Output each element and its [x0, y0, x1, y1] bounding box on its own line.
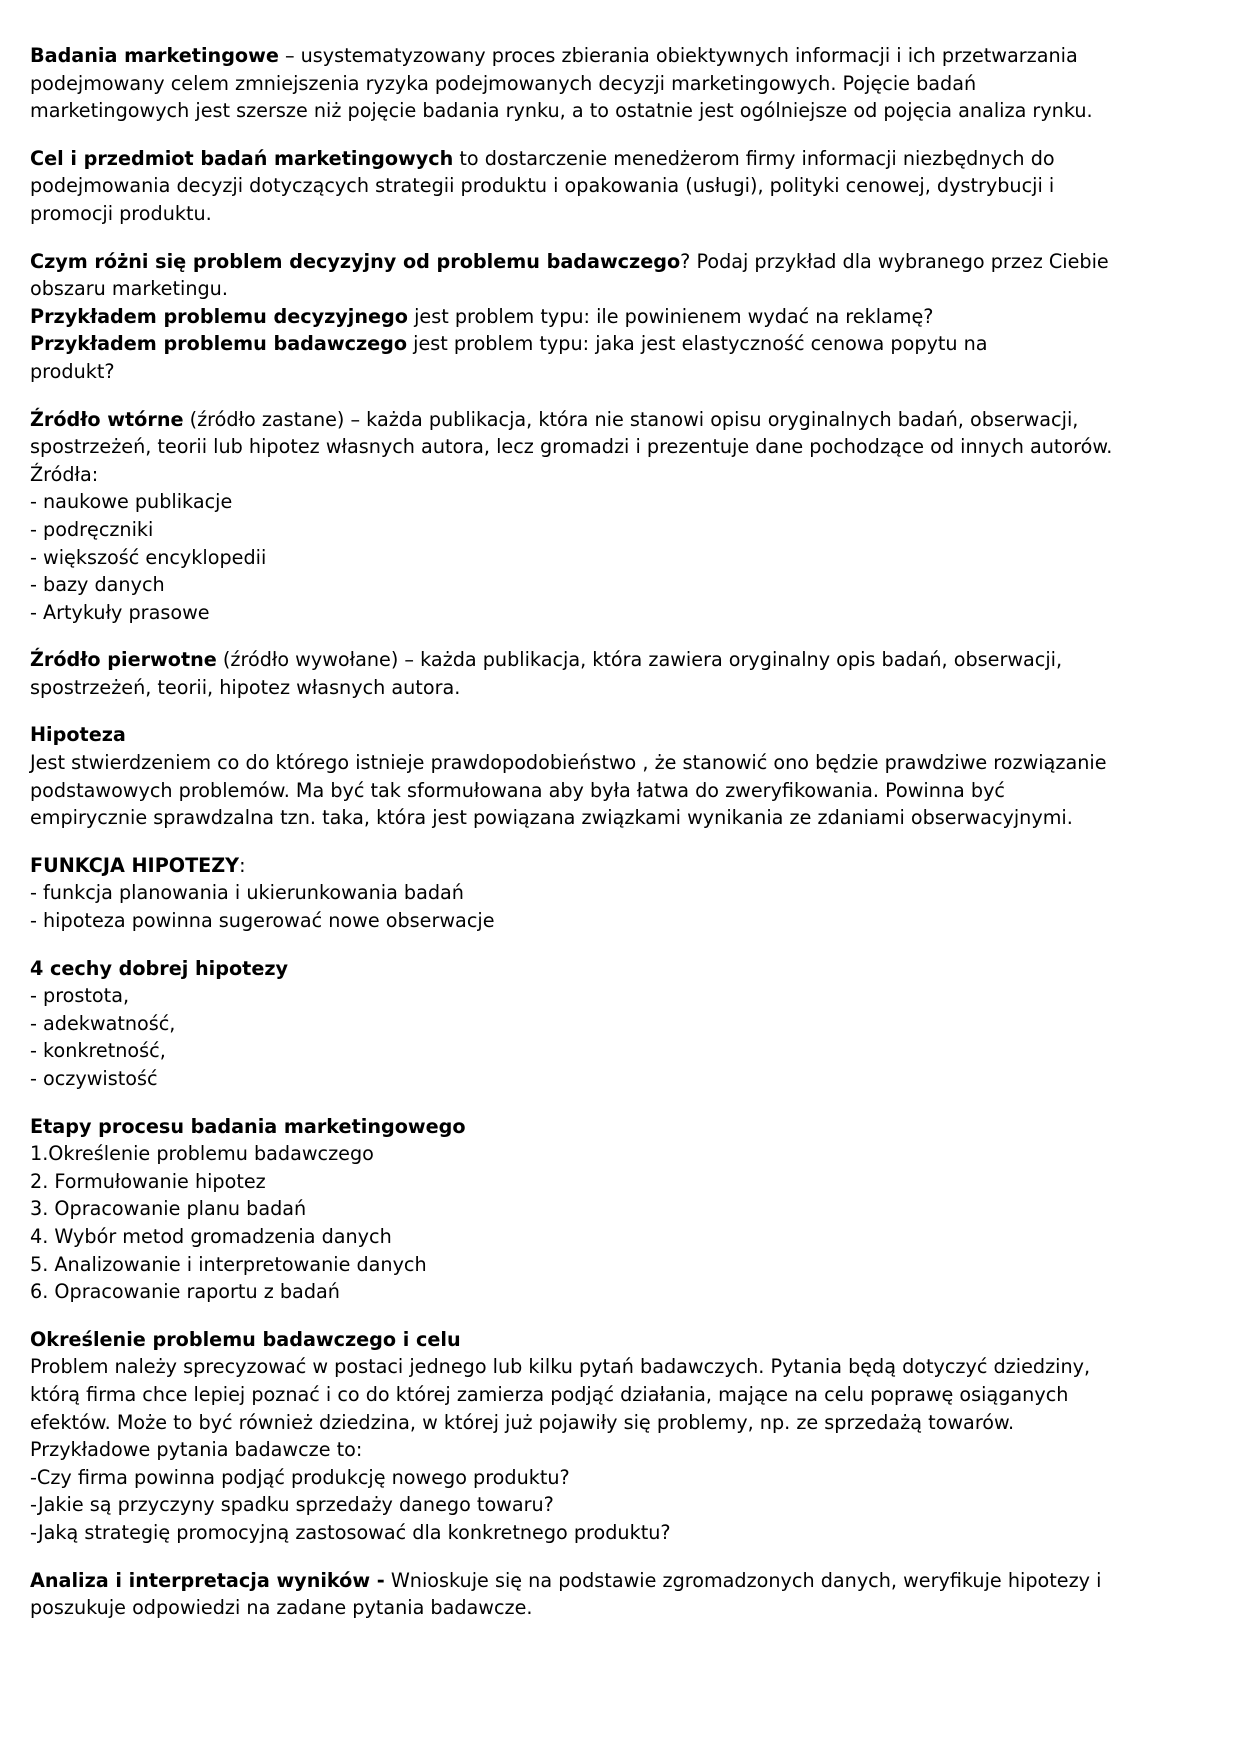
paragraph: [30, 145, 1210, 228]
text-line: [30, 275, 1210, 303]
text-line: [30, 852, 1210, 880]
text-line: [30, 433, 1210, 461]
text-run: Źródła:: [30, 462, 99, 486]
bold-term: Przykładem problemu decyzyjnego: [30, 304, 408, 328]
text-line: [30, 1113, 1210, 1141]
text-run: :: [239, 853, 246, 877]
bold-term: Etapy procesu badania marketingowego: [30, 1114, 466, 1138]
text-run: - funkcja planowania i ukierunkowania badań: [30, 881, 464, 905]
text-run: Jest stwierdzeniem co do którego istnieje prawdopodobieństwo , że stanowić ono będzie prawdziwe rozwiązanie: [30, 751, 1107, 775]
text-line: [30, 907, 1210, 935]
text-line: [30, 1010, 1210, 1038]
text-run: 4. Wybór metod gromadzenia danych: [30, 1224, 392, 1248]
text-run: - konkretność,: [30, 1039, 166, 1063]
text-line: [30, 1037, 1210, 1065]
text-run: - większość encyklopedii: [30, 545, 267, 569]
text-run: 3. Opracowanie planu badań: [30, 1197, 307, 1221]
text-line: [30, 1594, 1210, 1622]
text-run: - oczywistość: [30, 1067, 158, 1090]
text-line: [30, 1223, 1210, 1251]
text-run: promocji produktu.: [30, 201, 212, 225]
paragraph: [30, 1326, 1210, 1547]
bold-term: Przykładem problemu badawczego: [30, 332, 408, 356]
paragraph: [30, 248, 1210, 386]
bold-term: Hipoteza: [30, 723, 126, 747]
text-run: (źródło zastane) – każda publikacja, która nie stanowi opisu oryginalnych badań, obserwacji,: [183, 407, 1079, 431]
text-run: 5. Analizowanie i interpretowanie danych: [30, 1252, 427, 1276]
text-run: - adekwatność,: [30, 1011, 176, 1035]
text-line: [30, 461, 1210, 489]
text-line: [30, 172, 1210, 200]
paragraph: [30, 646, 1210, 701]
text-line: [30, 1278, 1210, 1306]
text-run: (źródło wywołane) – każda publikacja, która zawiera oryginalny opis badań, obserwacji,: [216, 648, 1063, 672]
text-line: [30, 721, 1210, 749]
text-line: [30, 749, 1210, 777]
text-run: poszukuje odpowiedzi na zadane pytania badawcze.: [30, 1596, 533, 1620]
text-run: efektów. Może to być również dziedzina, w której już pojawiły się problemy, np. ze sprzedażą towarów.: [30, 1410, 1015, 1434]
text-run: – usystematyzowany proces zbierania obiektywnych informacji i ich przetwarzania: [278, 44, 1078, 67]
text-run: Problem należy sprecyzować w postaci jednego lub kilku pytań badawczych. Pytania będą dotyczyć dziedziny,: [30, 1355, 1091, 1379]
text-line: [30, 571, 1210, 599]
bold-term: Cel i przedmiot badań marketingowych: [30, 146, 454, 170]
bold-term: Badania marketingowe: [30, 44, 279, 67]
text-line: [30, 982, 1210, 1010]
paragraph: [30, 852, 1210, 935]
bold-term: 4 cechy dobrej hipotezy: [30, 956, 289, 980]
text-run: -Czy firma powinna podjąć produkcję nowego produktu?: [30, 1465, 570, 1489]
text-line: [30, 1140, 1210, 1168]
text-line: [30, 516, 1210, 544]
text-run: podstawowych problemów. Ma być tak sformułowana aby była łatwa do zweryfikowania. Powinna być: [30, 778, 1005, 802]
bold-term: Źródło pierwotne: [30, 648, 217, 672]
text-line: [30, 330, 1210, 358]
text-line: [30, 248, 1210, 276]
text-run: podejmowany celem zmniejszenia ryzyka podejmowanych decyzji marketingowych. Pojęcie badań: [30, 71, 977, 95]
text-line: [30, 97, 1210, 125]
text-run: podejmowania decyzji dotyczących strategii produktu i opakowania (usługi), polityki cenowej, dystrybucji i: [30, 174, 1055, 198]
text-run: - prostota,: [30, 984, 130, 1008]
text-run: -Jakie są przyczyny spadku sprzedaży danego towaru?: [30, 1493, 554, 1517]
text-run: to dostarczenie menedżerom firmy informacji niezbędnych do: [453, 146, 1055, 170]
text-line: [30, 804, 1210, 832]
text-line: [30, 1381, 1210, 1409]
text-line: [30, 1251, 1210, 1279]
text-run: którą firma chce lepiej poznać i co do której zamierza podjąć działania, mające na celu poprawę osiąganych: [30, 1382, 1069, 1406]
paragraph: [30, 406, 1210, 627]
text-line: [30, 1567, 1210, 1595]
text-line: [30, 1326, 1210, 1354]
text-line: [30, 145, 1210, 173]
text-line: [30, 1409, 1210, 1437]
text-line: [30, 358, 1210, 386]
text-line: [30, 1436, 1210, 1464]
bold-term: Czym różni się problem decyzyjny od problemu badawczego: [30, 249, 681, 273]
text-run: - naukowe publikacje: [30, 490, 233, 514]
text-run: jest problem typu: jaka jest elastyczność cenowa popytu na: [407, 332, 988, 356]
text-run: Wnioskuje się na podstawie zgromadzonych danych, weryfikuje hipotezy i: [384, 1568, 1102, 1592]
text-run: empirycznie sprawdzalna tzn. taka, która jest powiązana związkami wynikania ze zdaniami obserwacyjnymi.: [30, 806, 1073, 830]
paragraph: [30, 721, 1210, 831]
text-run: 1.Określenie problemu badawczego: [30, 1142, 374, 1166]
text-run: marketingowych jest szersze niż pojęcie badania rynku, a to ostatnie jest ogólniejsze od pojęcia analiza rynku.: [30, 99, 1093, 123]
paragraph: [30, 42, 1210, 125]
text-line: [30, 1195, 1210, 1223]
text-line: [30, 1464, 1210, 1492]
text-line: [30, 488, 1210, 516]
paragraph: [30, 955, 1210, 1093]
text-line: [30, 42, 1210, 70]
text-run: - hipoteza powinna sugerować nowe obserwacje: [30, 909, 495, 933]
text-line: [30, 303, 1210, 331]
text-run: spostrzeżeń, teorii lub hipotez własnych autora, lecz gromadzi i prezentuje dane pochodzące od innych autorów.: [30, 435, 1113, 459]
text-line: [30, 406, 1210, 434]
text-line: [30, 544, 1210, 572]
text-line: [30, 200, 1210, 228]
text-line: [30, 1519, 1210, 1547]
text-line: [30, 955, 1210, 983]
bold-term: Określenie problemu badawczego i celu: [30, 1327, 461, 1351]
text-run: jest problem typu: ile powinienem wydać na reklamę?: [407, 304, 934, 328]
text-line: [30, 1353, 1210, 1381]
text-run: ? Podaj przykład dla wybranego przez Ciebie: [680, 249, 1109, 273]
text-run: 6. Opracowanie raportu z badań: [30, 1280, 340, 1304]
text-line: [30, 1065, 1210, 1093]
text-run: obszaru marketingu.: [30, 277, 228, 301]
text-run: produkt?: [30, 359, 115, 383]
text-run: 2. Formułowanie hipotez: [30, 1169, 266, 1193]
text-run: - Artykuły prasowe: [30, 600, 210, 624]
text-line: [30, 1491, 1210, 1519]
text-line: [30, 674, 1210, 702]
paragraph: [30, 1567, 1210, 1622]
paragraph: [30, 1113, 1210, 1306]
text-run: Przykładowe pytania badawcze to:: [30, 1438, 363, 1462]
text-line: [30, 777, 1210, 805]
text-line: [30, 599, 1210, 627]
text-line: [30, 879, 1210, 907]
text-run: -Jaką strategię promocyjną zastosować dla konkretnego produktu?: [30, 1520, 671, 1544]
bold-term: FUNKCJA HIPOTEZY: [30, 853, 240, 877]
text-run: spostrzeżeń, teorii, hipotez własnych autora.: [30, 675, 461, 699]
text-run: - bazy danych: [30, 573, 165, 597]
bold-term: Źródło wtórne: [30, 407, 184, 431]
text-line: [30, 1168, 1210, 1196]
text-line: [30, 646, 1210, 674]
bold-term: Analiza i interpretacja wyników -: [30, 1568, 385, 1592]
text-run: - podręczniki: [30, 517, 154, 541]
text-line: [30, 70, 1210, 98]
